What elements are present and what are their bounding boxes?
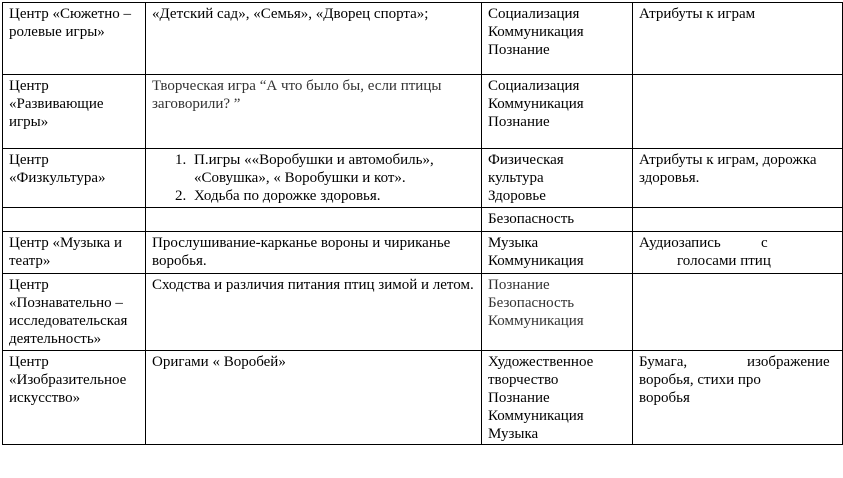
materials-text: Бумага, — [639, 354, 688, 370]
activity-centers-table — [2, 2, 843, 445]
area-item: Коммуникация — [488, 408, 584, 424]
materials-cell — [633, 3, 843, 75]
activity-cell — [146, 149, 482, 208]
center-cell — [3, 208, 146, 232]
center-name: «Изобразительное — [9, 372, 127, 388]
table-row — [3, 149, 843, 208]
area-item: Познание — [488, 114, 550, 130]
area-item: Коммуникация — [488, 253, 584, 269]
list-item: 2. Ходьба по дорожке здоровья. — [190, 187, 476, 205]
center-cell — [3, 351, 146, 445]
center-cell — [3, 274, 146, 351]
center-name: Центр «Музыка и — [9, 235, 122, 251]
center-name: «Развивающие — [9, 96, 104, 112]
area-item: Безопасность — [488, 211, 575, 227]
area-item: Музыка — [488, 426, 539, 442]
table-row — [3, 351, 843, 445]
materials-text: с — [761, 235, 768, 251]
list-item: 1. П.игры ««Воробушки и автомобиль», «Совушка», « Воробушки и кот». — [190, 151, 476, 187]
table-row — [3, 208, 843, 232]
areas-cell — [482, 149, 633, 208]
table-row — [3, 274, 843, 351]
area-item: Социализация — [488, 6, 580, 22]
area-item: Здоровье — [488, 188, 546, 204]
materials-text: воробья, стихи про — [639, 372, 761, 388]
activity-cell — [146, 232, 482, 274]
center-cell — [3, 75, 146, 149]
area-item: Познание — [488, 42, 550, 58]
areas-cell — [482, 274, 633, 351]
center-name: «Познавательно – — [9, 295, 123, 311]
areas-cell — [482, 351, 633, 445]
area-item: творчество — [488, 372, 559, 388]
materials-text: Атрибуты к играм — [639, 6, 756, 22]
area-item: Коммуникация — [488, 24, 584, 40]
center-name: Центр — [9, 354, 49, 370]
center-name: исследовательская — [9, 313, 128, 329]
materials-cell — [633, 274, 843, 351]
center-name: Центр — [9, 152, 49, 168]
materials-line — [639, 234, 837, 252]
activity-text: Сходства и различия питания птиц зимой и летом. — [152, 277, 474, 293]
areas-cell — [482, 232, 633, 274]
center-name: ролевые игры» — [9, 24, 105, 40]
activity-text: Оригами « Воробей» — [152, 354, 286, 370]
center-name: театр» — [9, 253, 51, 269]
materials-cell — [633, 75, 843, 149]
activity-cell — [146, 208, 482, 232]
center-name: игры» — [9, 114, 49, 130]
center-name: Центр «Сюжетно – — [9, 6, 131, 22]
materials-cell — [633, 208, 843, 232]
center-cell — [3, 232, 146, 274]
materials-line — [639, 353, 837, 371]
area-item: Коммуникация — [488, 313, 584, 329]
area-item: Социализация — [488, 78, 580, 94]
activity-cell — [146, 351, 482, 445]
activity-list — [152, 151, 476, 205]
area-item: культура — [488, 170, 544, 186]
materials-cell — [633, 232, 843, 274]
center-name: Центр — [9, 277, 49, 293]
center-name: Центр — [9, 78, 49, 94]
materials-cell — [633, 351, 843, 445]
areas-cell — [482, 75, 633, 149]
materials-text: Аудиозапись — [639, 235, 721, 251]
area-item: Познание — [488, 277, 550, 293]
areas-cell — [482, 3, 633, 75]
activity-cell — [146, 274, 482, 351]
materials-cell — [633, 149, 843, 208]
activity-text: Творческая игра “А что было бы, если птицы заговорили? ” — [152, 78, 442, 112]
center-name: деятельность» — [9, 331, 102, 347]
materials-text: изображение — [747, 354, 830, 370]
area-item: Музыка — [488, 235, 539, 251]
area-item: Художественное — [488, 354, 594, 370]
center-cell — [3, 149, 146, 208]
center-name: «Физкультура» — [9, 170, 106, 186]
center-name: искусство» — [9, 390, 81, 406]
activity-text: «Детский сад», «Семья», «Дворец спорта»; — [152, 6, 429, 22]
table-row — [3, 75, 843, 149]
area-item: Коммуникация — [488, 96, 584, 112]
activity-cell — [146, 3, 482, 75]
area-item: Безопасность — [488, 295, 575, 311]
table-row — [3, 3, 843, 75]
areas-cell — [482, 208, 633, 232]
materials-text: голосами птиц — [677, 253, 771, 269]
center-cell — [3, 3, 146, 75]
activity-text: Прослушивание-карканье вороны и чириканье воробья. — [152, 235, 451, 269]
table-row — [3, 232, 843, 274]
materials-text: Атрибуты к играм, дорожка здоровья. — [639, 152, 817, 186]
materials-text: воробья — [639, 390, 690, 406]
area-item: Физическая — [488, 152, 564, 168]
area-item: Познание — [488, 390, 550, 406]
activity-cell — [146, 75, 482, 149]
